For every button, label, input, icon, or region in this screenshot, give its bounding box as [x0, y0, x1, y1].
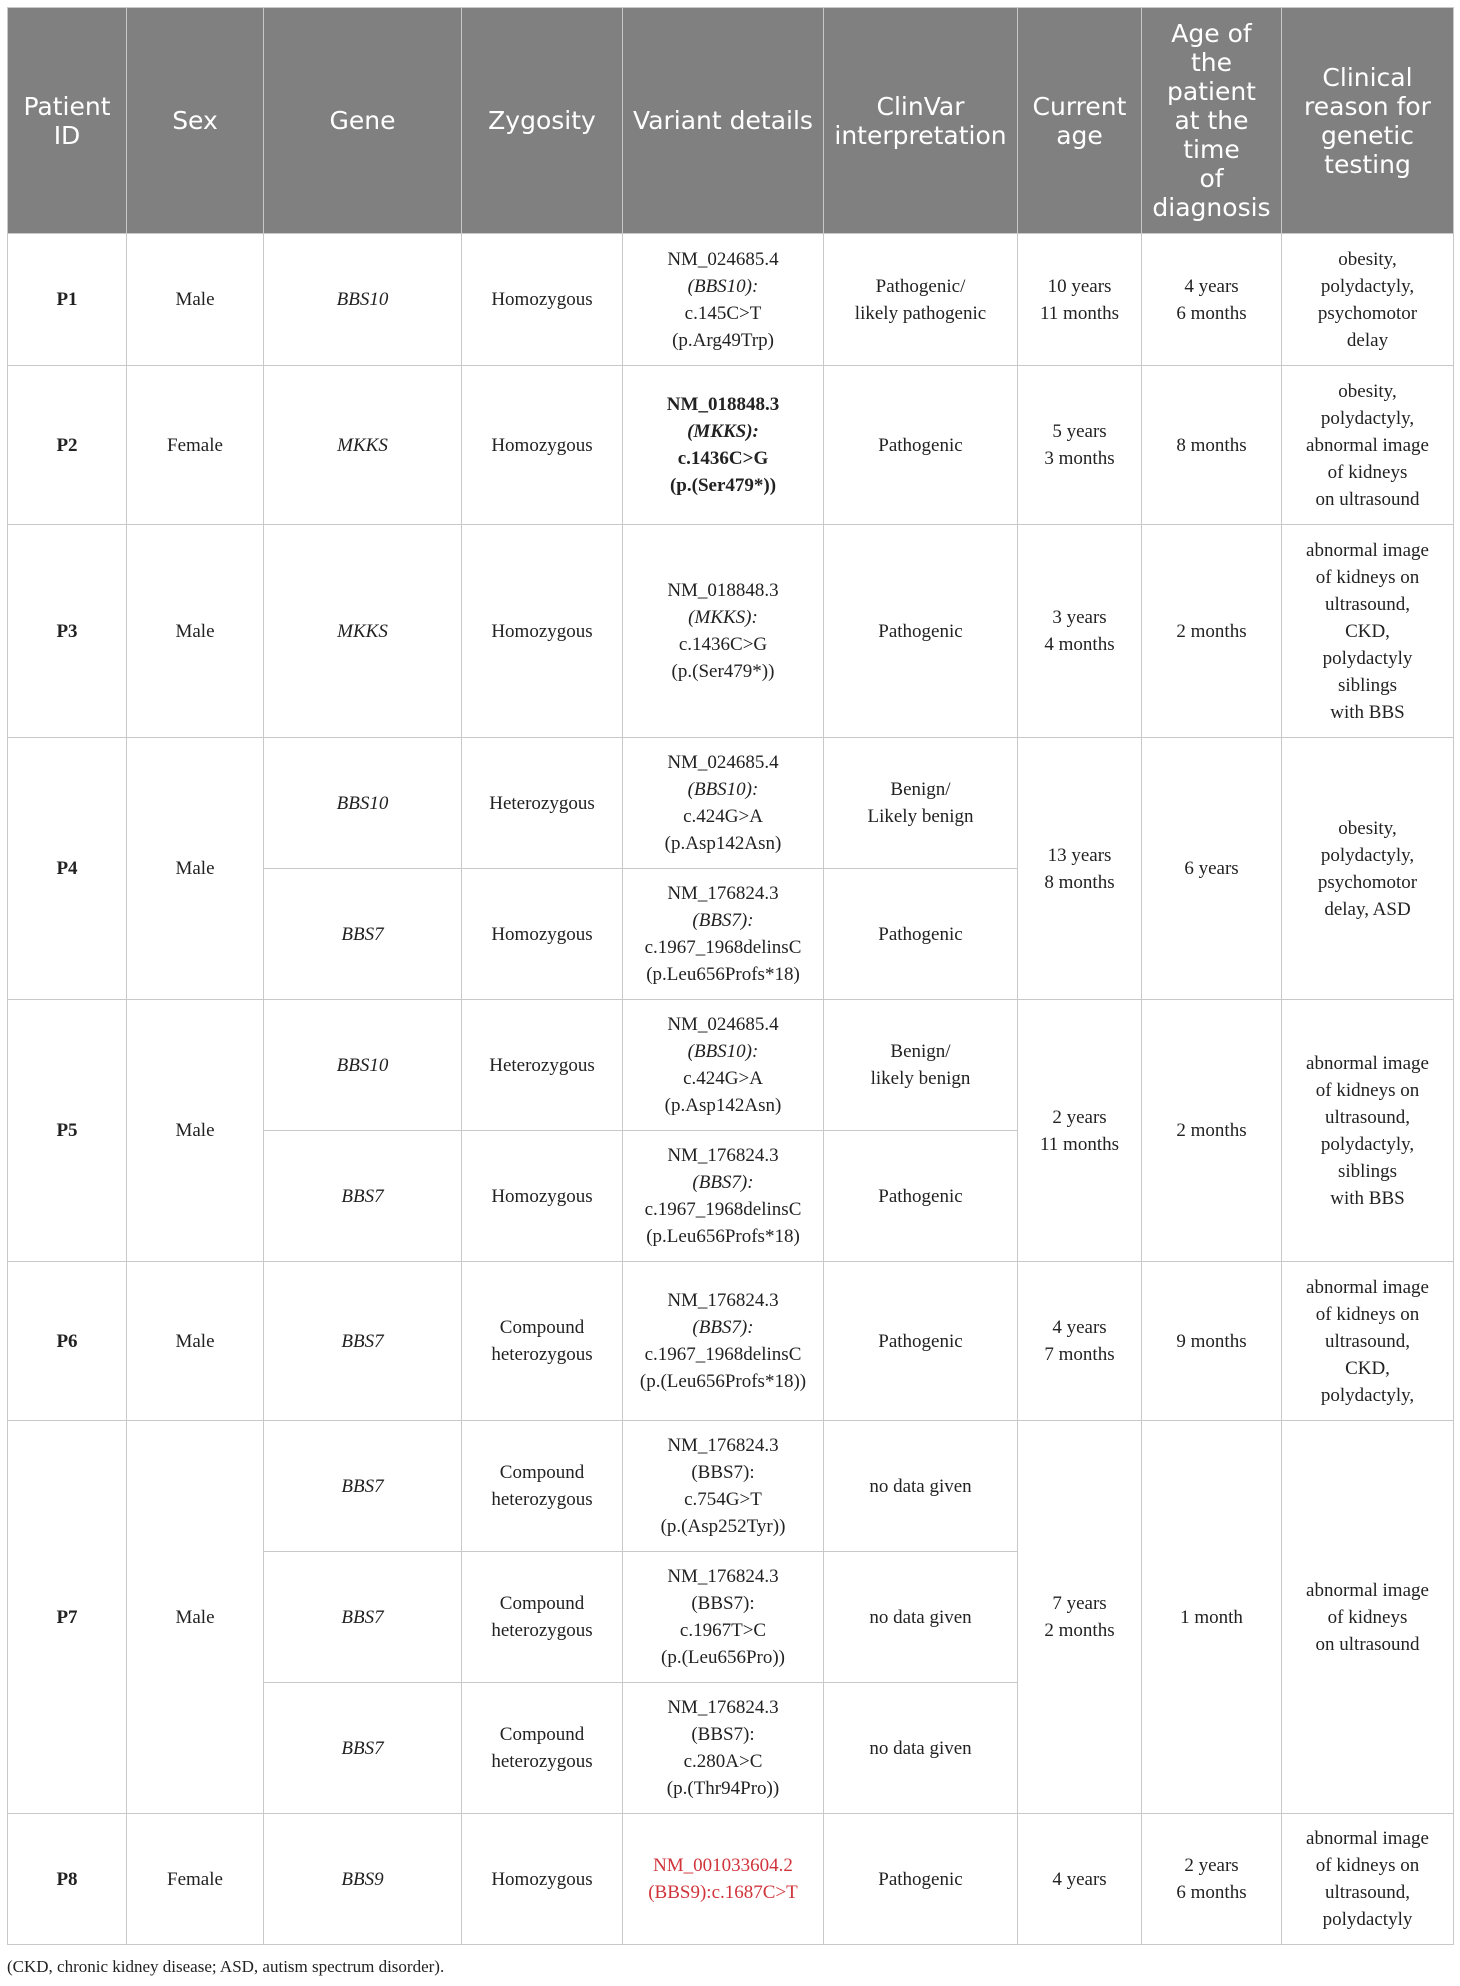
clinical-reason-cell: abnormal image of kidneys on ultrasound, CKD, polydactyly, [1282, 1262, 1454, 1421]
sex-cell: Female [127, 366, 264, 525]
diagnosis-age-cell: 8 months [1142, 366, 1282, 525]
header-sex: Sex [127, 8, 264, 234]
current-age-cell: 5 years 3 months [1018, 366, 1142, 525]
variant-details-cell: NM_024685.4 (BBS10): c.424G>A (p.Asp142Asn) [623, 1000, 824, 1131]
variant-details-cell: NM_176824.3 (BBS7): c.280A>C (p.(Thr94Pro)) [623, 1683, 824, 1814]
clinical-reason-cell: abnormal image of kidneys on ultrasound, polydactyly, siblings with BBS [1282, 1000, 1454, 1262]
patient-genetics-table [7, 7, 1454, 1945]
clinvar-cell: no data given [824, 1421, 1018, 1552]
zygosity-cell: Homozygous [462, 525, 623, 738]
zygosity-cell: Compound heterozygous [462, 1552, 623, 1683]
variant-details-cell: NM_176824.3 (BBS7): c.1967_1968delinsC (p.Leu656Profs*18) [623, 869, 824, 1000]
sex-cell: Male [127, 1262, 264, 1421]
clinvar-cell: Pathogenic/ likely pathogenic [824, 234, 1018, 366]
zygosity-cell: Homozygous [462, 1814, 623, 1945]
variant-details-cell: NM_001033604.2 (BBS9):c.1687C>T [623, 1814, 824, 1945]
zygosity-cell: Homozygous [462, 366, 623, 525]
zygosity-cell: Homozygous [462, 869, 623, 1000]
table-row [8, 738, 1454, 869]
patient-id-cell: P2 [8, 366, 127, 525]
patient-id-cell: P4 [8, 738, 127, 1000]
diagnosis-age-cell: 2 years 6 months [1142, 1814, 1282, 1945]
header-gene: Gene [264, 8, 462, 234]
clinvar-cell: no data given [824, 1683, 1018, 1814]
zygosity-cell: Homozygous [462, 1131, 623, 1262]
patient-id-cell: P1 [8, 234, 127, 366]
gene-cell: BBS7 [264, 1262, 462, 1421]
table-row [8, 1262, 1454, 1421]
variant-details-cell: NM_176824.3 (BBS7): c.1967_1968delinsC (p.Leu656Profs*18) [623, 1131, 824, 1262]
clinvar-cell: Pathogenic [824, 1131, 1018, 1262]
header-current-age: Current age [1018, 8, 1142, 234]
variant-details-cell: NM_018848.3 (MKKS): c.1436C>G (p.(Ser479*)) [623, 366, 824, 525]
gene-cell: MKKS [264, 525, 462, 738]
variant-details-cell: NM_176824.3 (BBS7): c.1967T>C (p.(Leu656Pro)) [623, 1552, 824, 1683]
clinical-reason-cell: abnormal image of kidneys on ultrasound, CKD, polydactyly siblings with BBS [1282, 525, 1454, 738]
gene-cell: BBS7 [264, 1131, 462, 1262]
clinical-reason-cell: obesity, polydactyly, abnormal image of kidneys on ultrasound [1282, 366, 1454, 525]
gene-cell: BBS10 [264, 738, 462, 869]
gene-cell: BBS7 [264, 1421, 462, 1552]
variant-details-cell: NM_176824.3 (BBS7): c.1967_1968delinsC (p.(Leu656Profs*18)) [623, 1262, 824, 1421]
gene-cell: BBS7 [264, 869, 462, 1000]
clinvar-cell: Pathogenic [824, 366, 1018, 525]
header-patient-id: Patient ID [8, 8, 127, 234]
variant-details-cell: NM_024685.4 (BBS10): c.424G>A (p.Asp142Asn) [623, 738, 824, 869]
patient-id-cell: P6 [8, 1262, 127, 1421]
table-row [8, 366, 1454, 525]
patient-id-cell: P7 [8, 1421, 127, 1814]
patient-id-cell: P8 [8, 1814, 127, 1945]
sex-cell: Female [127, 1814, 264, 1945]
current-age-cell: 4 years [1018, 1814, 1142, 1945]
diagnosis-age-cell: 1 month [1142, 1421, 1282, 1814]
clinvar-cell: Benign/ Likely benign [824, 738, 1018, 869]
table-row [8, 234, 1454, 366]
sex-cell: Male [127, 1000, 264, 1262]
zygosity-cell: Homozygous [462, 234, 623, 366]
patient-id-cell: P3 [8, 525, 127, 738]
gene-cell: BBS7 [264, 1552, 462, 1683]
clinvar-cell: Benign/ likely benign [824, 1000, 1018, 1131]
variant-details-cell: NM_024685.4 (BBS10): c.145C>T (p.Arg49Trp) [623, 234, 824, 366]
header-clinvar: ClinVar interpretation [824, 8, 1018, 234]
header-diagnosis-age: Age of the patient at the time of diagnosis [1142, 8, 1282, 234]
sex-cell: Male [127, 738, 264, 1000]
clinical-reason-cell: abnormal image of kidneys on ultrasound [1282, 1421, 1454, 1814]
diagnosis-age-cell: 2 months [1142, 525, 1282, 738]
current-age-cell: 10 years 11 months [1018, 234, 1142, 366]
table-footnote: (CKD, chronic kidney disease; ASD, autism spectrum disorder). [7, 1957, 445, 1976]
zygosity-cell: Compound heterozygous [462, 1262, 623, 1421]
clinical-reason-cell: obesity, polydactyly, psychomotor delay, ASD [1282, 738, 1454, 1000]
diagnosis-age-cell: 9 months [1142, 1262, 1282, 1421]
diagnosis-age-cell: 6 years [1142, 738, 1282, 1000]
sex-cell: Male [127, 1421, 264, 1814]
sex-cell: Male [127, 525, 264, 738]
variant-details-cell: NM_018848.3 (MKKS): c.1436C>G (p.(Ser479*)) [623, 525, 824, 738]
current-age-cell: 3 years 4 months [1018, 525, 1142, 738]
gene-cell: BBS10 [264, 234, 462, 366]
clinvar-cell: Pathogenic [824, 1262, 1018, 1421]
header-variant-details: Variant details [623, 8, 824, 234]
clinvar-cell: Pathogenic [824, 525, 1018, 738]
clinical-reason-cell: obesity, polydactyly, psychomotor delay [1282, 234, 1454, 366]
current-age-cell: 2 years 11 months [1018, 1000, 1142, 1262]
current-age-cell: 13 years 8 months [1018, 738, 1142, 1000]
header-zygosity: Zygosity [462, 8, 623, 234]
diagnosis-age-cell: 4 years 6 months [1142, 234, 1282, 366]
gene-cell: MKKS [264, 366, 462, 525]
sex-cell: Male [127, 234, 264, 366]
patient-id-cell: P5 [8, 1000, 127, 1262]
zygosity-cell: Compound heterozygous [462, 1421, 623, 1552]
table-row [8, 525, 1454, 738]
header-clinical-reason: Clinical reason for genetic testing [1282, 8, 1454, 234]
gene-cell: BBS7 [264, 1683, 462, 1814]
zygosity-cell: Heterozygous [462, 1000, 623, 1131]
gene-cell: BBS10 [264, 1000, 462, 1131]
table-row [8, 1814, 1454, 1945]
variant-details-cell: NM_176824.3 (BBS7): c.754G>T (p.(Asp252Tyr)) [623, 1421, 824, 1552]
table-row [8, 1421, 1454, 1552]
gene-cell: BBS9 [264, 1814, 462, 1945]
zygosity-cell: Heterozygous [462, 738, 623, 869]
header-row [8, 8, 1454, 234]
current-age-cell: 7 years 2 months [1018, 1421, 1142, 1814]
clinvar-cell: Pathogenic [824, 869, 1018, 1000]
clinvar-cell: Pathogenic [824, 1814, 1018, 1945]
diagnosis-age-cell: 2 months [1142, 1000, 1282, 1262]
clinical-reason-cell: abnormal image of kidneys on ultrasound, polydactyly [1282, 1814, 1454, 1945]
clinvar-cell: no data given [824, 1552, 1018, 1683]
table-row [8, 1000, 1454, 1131]
current-age-cell: 4 years 7 months [1018, 1262, 1142, 1421]
zygosity-cell: Compound heterozygous [462, 1683, 623, 1814]
